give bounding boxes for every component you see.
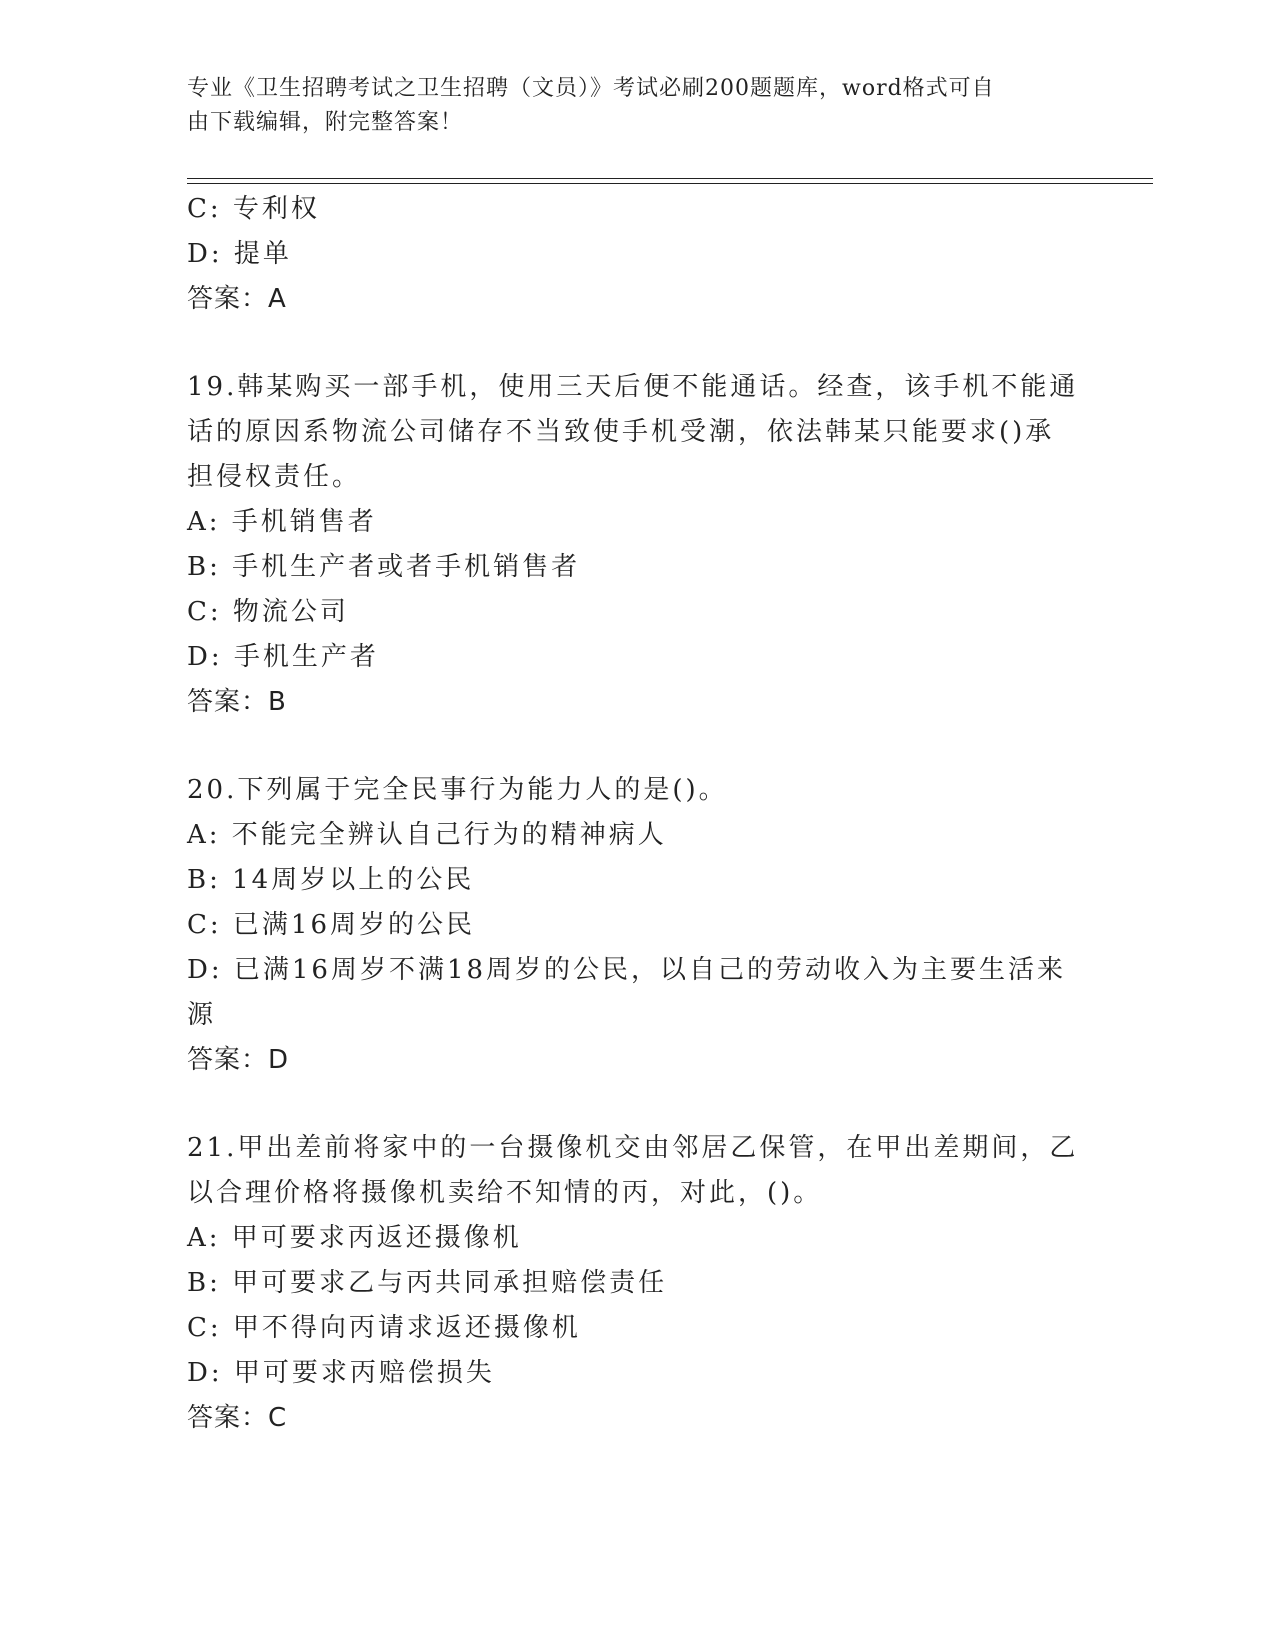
q19-stem-line-2: 话的原因系物流公司储存不当致使手机受潮，依法韩某只能要求()承 [187, 417, 1055, 447]
q21-option-d: D: 甲可要求丙赔偿损失 [187, 1358, 495, 1388]
q20-stem: 20.下列属于完全民事行为能力人的是()。 [187, 775, 728, 805]
q20-answer: 答案：D [187, 1045, 290, 1075]
q21-answer: 答案：C [187, 1403, 288, 1433]
q21-option-c: C: 甲不得向丙请求返还摄像机 [187, 1313, 581, 1343]
q20-option-a: A: 不能完全辨认自己行为的精神病人 [187, 820, 667, 850]
q21-stem-line-1: 21.甲出差前将家中的一台摄像机交由邻居乙保管，在甲出差期间，乙 [187, 1133, 1079, 1163]
header-rule-top [187, 178, 1153, 179]
q20-option-d-line-2: 源 [187, 1000, 217, 1030]
prev-option-c: C: 专利权 [187, 194, 320, 224]
q19-answer: 答案：B [187, 687, 287, 717]
prev-option-d: D: 提单 [187, 239, 292, 269]
q19-option-a: A: 手机销售者 [187, 507, 377, 537]
q19-option-d: D: 手机生产者 [187, 642, 379, 672]
page-header [187, 72, 1067, 140]
q21-stem-line-2: 以合理价格将摄像机卖给不知情的丙，对此，()。 [187, 1178, 823, 1208]
header-line-2: 由下载编辑，附完整答案！ [187, 110, 464, 135]
prev-answer: 答案：A [187, 284, 287, 314]
q19-stem-line-1: 19.韩某购买一部手机，使用三天后便不能通话。经查，该手机不能通 [187, 372, 1079, 402]
q19-option-c: C: 物流公司 [187, 597, 349, 627]
header-rule-bottom [187, 183, 1153, 184]
q19-option-b: B: 手机生产者或者手机销售者 [187, 552, 581, 582]
q20-option-c: C: 已满16周岁的公民 [187, 910, 476, 940]
q21-option-a: A: 甲可要求丙返还摄像机 [187, 1223, 522, 1253]
q21-option-b: B: 甲可要求乙与丙共同承担赔偿责任 [187, 1268, 668, 1298]
q20-option-d-line-1: D: 已满16周岁不满18周岁的公民，以自己的劳动收入为主要生活来 [187, 955, 1067, 985]
header-line-1: 专业《卫生招聘考试之卫生招聘（文员）》考试必刷200题题库，word格式可自 [187, 76, 995, 101]
q19-stem-line-3: 担侵权责任。 [187, 462, 362, 492]
q20-option-b: B: 14周岁以上的公民 [187, 865, 475, 895]
